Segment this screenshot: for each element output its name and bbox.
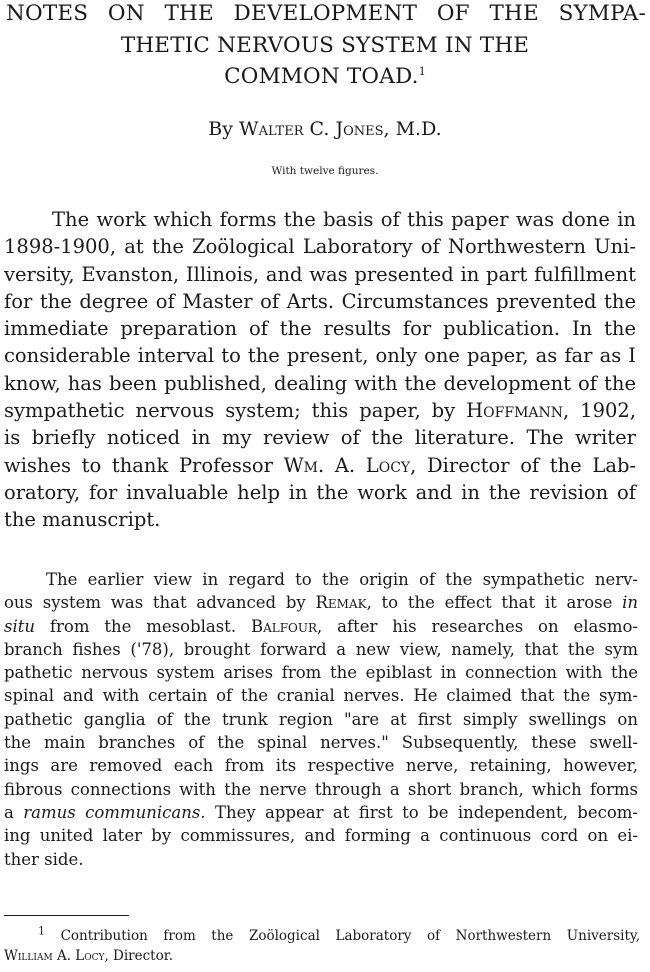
paragraph-line: pathetic nervous system arises from the epiblast in connection with the [4,663,638,683]
history-paragraph [4,568,638,871]
paragraph-line [4,615,638,638]
footnote-divider [4,915,129,916]
author-byline [0,120,650,139]
author-name: Walter C. Jones [239,118,384,140]
paragraph-line: ing united later by commissures, and forming a continuous cord on ei- [4,826,638,846]
footnote-line [4,926,640,946]
intro-paragraph [4,206,636,534]
paragraph-line: is briefly noticed in my review of the literature. The writer [4,426,636,450]
line-text: , after his researches on elasmo- [317,616,638,636]
name-locy: Wm. A. Locy [283,453,411,477]
paragraph-line: versity, Evanston, Illinois, and was presented in part fulfillment [4,262,636,286]
italic-text: situ [4,616,36,636]
line-text: , Director of the Lab- [410,453,637,477]
title-line-2-text: THETIC NERVOUS SYSTEM IN THE [120,33,530,58]
line-text: They appear at first to be independent, becom- [214,802,638,822]
line-text: a [4,802,14,822]
paragraph-line: ings are removed each from its respective nerve, retaining, however, [4,756,638,776]
italic-text: in [622,593,639,613]
title-line-3-text: COMMON TOAD. [224,64,419,89]
article-title-line-1 [6,3,646,25]
footnote-line [4,946,640,966]
line-text: from the mesoblast. [49,616,237,636]
paragraph-line [4,591,638,614]
paragraph-line: The earlier view in regard to the origin of the sympathetic nerv- [46,570,638,589]
paragraph-line [4,397,636,424]
name-remak: Remak [315,593,367,613]
paragraph-line: for the degree of Master of Arts. Circumstances prevented the [4,289,636,313]
paragraph-line: immediate preparation of the results for publication. In the [4,317,636,341]
paragraph-line: spinal and with certain of the cranial nerves. He claimed that the sym- [4,686,638,706]
article-title-line-3 [0,66,650,88]
footnote-name: William A. Locy [4,948,105,964]
paragraph-line: pathetic ganglia of the trunk region "are at first simply swellings on [4,709,638,729]
paragraph-line [4,801,638,824]
footnote-text: Contribution from the Zoölogical Laboratory of Northwestern University, [60,928,640,944]
line-text: sympathetic nervous system; this paper, by [4,399,456,423]
figures-note: With twelve figures. [271,165,379,177]
paragraph-line: 1898-1900, at the Zoölogical Laboratory of Northwestern Uni- [4,235,636,259]
italic-text: ramus communicans. [23,802,206,822]
line-text: , to the effect that it arose [366,593,613,613]
paragraph-line [4,452,636,479]
name-balfour: Balfour [250,616,318,636]
footnote-marker: 1 [38,924,45,938]
footnote-text: , Director. [104,948,173,964]
paragraph-line: oratory, for invaluable help in the work and in the revision of [4,480,636,504]
paragraph-line: know, has been published, dealing with the development of the [4,371,636,395]
paragraph-line: the main branches of the spinal nerves." Subsequently, these swell- [4,733,638,753]
citation-year: , 1902, [563,399,636,423]
title-footnote-marker: 1 [418,64,426,78]
author-degree: , M.D. [383,118,442,140]
paragraph-line: The work which forms the basis of this paper was done in [52,208,636,231]
citation-hoffmann: Hoffmann [466,399,564,423]
article-title-line-2 [0,35,650,57]
title-line-1-text: NOTES ON THE DEVELOPMENT OF THE SYMPA- [6,1,646,26]
paragraph-line: the manuscript. [4,508,161,532]
paragraph-line: branch fishes ('78), brought forward a new view, namely, that the sym [4,639,638,659]
paragraph-line: fibrous connections with the nerve through a short branch, which forms [4,779,638,799]
footnote [4,926,640,966]
paragraph-line: ther side. [4,849,84,869]
paragraph-line: considerable interval to the present, only one paper, as far as I [4,344,636,368]
line-text: ous system was that advanced by [4,593,306,613]
byline-prefix: By [208,118,233,140]
line-text: wishes to thank Professor [4,453,273,477]
